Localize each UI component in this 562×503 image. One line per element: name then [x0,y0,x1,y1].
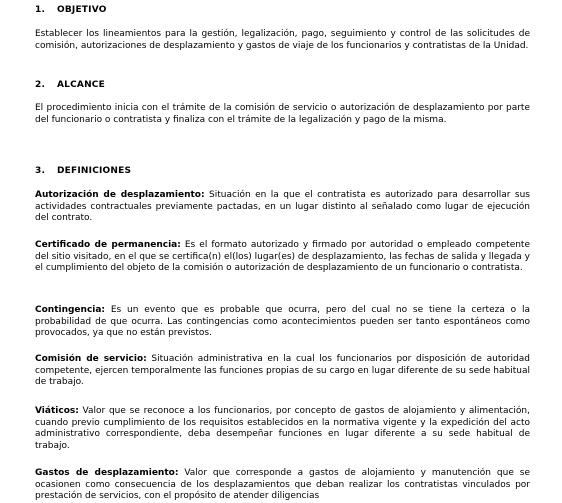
section-title: DEFINICIONES [57,166,132,176]
section-title: OBJETIVO [57,5,107,15]
definition-item [35,190,530,225]
section-alcance-body [35,103,530,126]
definition-term: Contingencia: [35,305,106,315]
section-objetivo-body [35,29,530,52]
section-title: ALCANCE [57,80,105,90]
definition-term: Gastos de desplazamiento: [35,468,179,478]
definition-item [35,240,530,275]
section-heading [35,5,530,17]
definition-text: Situación administrativa en la cual los funcionarios por disposición de autoridad competente, ejercen temporalmente las funciones propias de su cargo en lugar diferente de su sede habitual de trabajo. [35,354,530,387]
section-number: 2. [35,80,46,90]
section-objetivo [35,5,530,17]
definition-item [35,305,530,340]
definition-text: Es el formato autorizado y firmado por autoridad o empleado competente del sitio visitado, en el que se certifica(n) el(los) lugar(es) de desplazamiento, las fechas de salida y llegada y el cumplimiento del objeto de la comisión o autorización de desplazamiento de un funcionario o contratista. [35,240,530,273]
section-heading [35,80,530,92]
definition-term: Autorización de desplazamiento: [35,190,205,200]
section-number: 3. [35,166,46,176]
section-number: 1. [35,5,46,15]
definition-text: Valor que corresponde a gastos de alojamiento y manutención que se ocasionen como consecuencia de los desplazamientos que deban realizar los contratistas vinculados por prestación de servicios, con el propósito de atender diligencias [35,468,530,501]
section-paragraph: El procedimiento inicia con el trámite de la comisión de servicio o autorización de desplazamiento por parte del funcionario o contratista y finaliza con el trámite de la legalización y pago de la misma. [35,103,530,125]
section-heading [35,166,530,178]
definition-item [35,406,530,452]
section-paragraph: Establecer los lineamientos para la gestión, legalización, pago, seguimiento y control de las solicitudes de comisión, autorizaciones de desplazamiento y gastos de viaje de los funcionarios y contratistas de la Unidad. [35,29,530,51]
definition-item [35,354,530,389]
definition-text: Valor que se reconoce a los funcionarios, por concepto de gastos de alojamiento y alimentación, cuando previo cumplimiento de los requisitos establecidos en la normativa vigente y la expedición del acto administrativo correspondiente, deba desempeñar funciones en lugar diferente a su sede habitual de trabajo. [35,406,530,451]
definition-term: Comisión de servicio: [35,354,147,364]
section-definiciones [35,166,530,178]
definition-text: Es un evento que es probable que ocurra, pero del cual no se tiene la certeza o la probabilidad de que ocurra. Las contingencias como acontecimientos pueden ser tanto espontáneos como provocados, ya que no están previstos. [35,305,530,338]
definition-item [35,468,530,503]
section-alcance [35,80,530,92]
definition-text: Situación en la que el contratista es autorizado para desarrollar sus actividades contractuales previamente pactadas, en un lugar distinto al señalado como lugar de ejecución del contrato. [35,190,530,223]
definition-term: Viáticos: [35,406,79,416]
definition-term: Certificado de permanencia: [35,240,181,250]
